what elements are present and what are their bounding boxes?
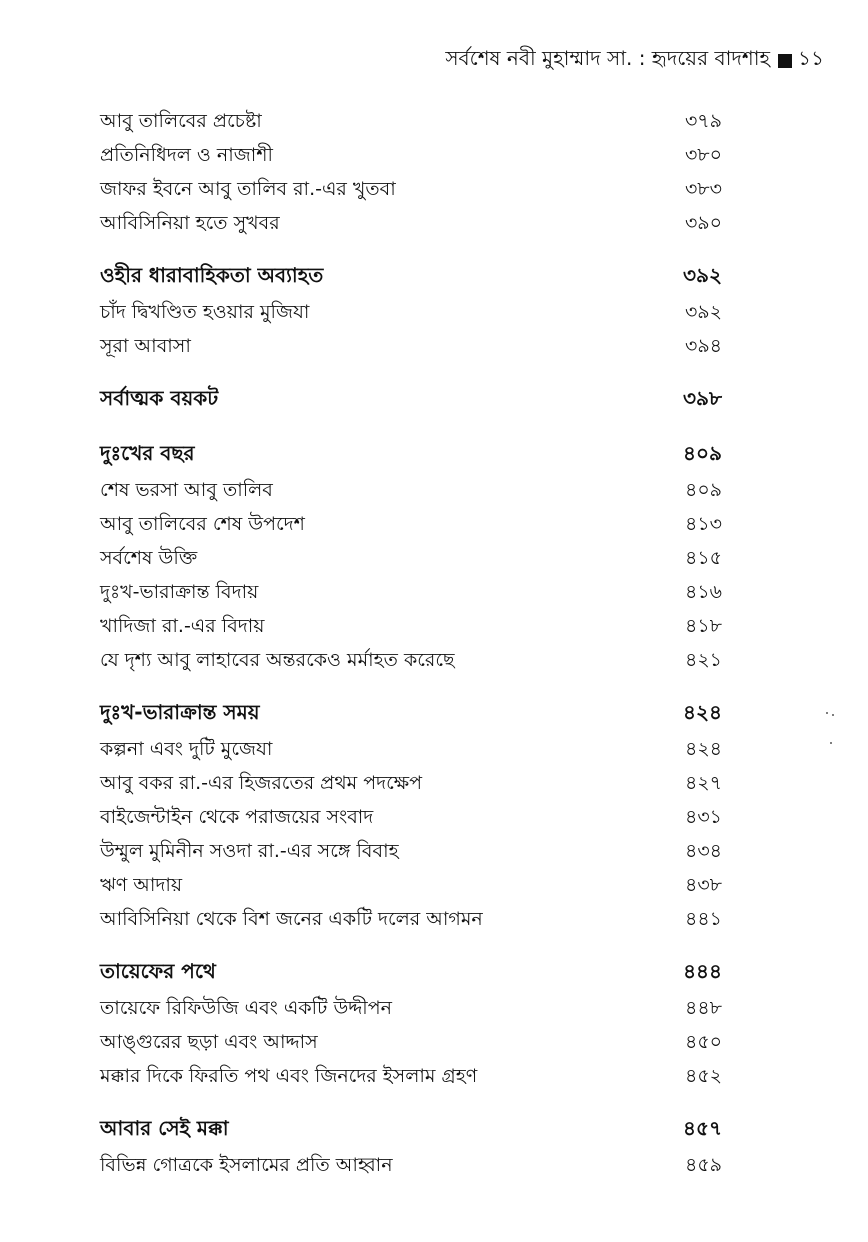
section-gap (100, 936, 722, 951)
toc-entry-page: ৪৫০ (684, 1031, 722, 1053)
dust-speck (826, 712, 828, 714)
dust-speck (830, 742, 832, 744)
toc-entry-title: আবার সেই মক্কা (100, 1116, 229, 1140)
toc-section-heading (100, 433, 722, 473)
toc-entry-page: ৪৫৯ (685, 1154, 722, 1176)
scan-specks (826, 712, 838, 752)
running-header (445, 44, 824, 77)
toc-entry (100, 172, 722, 206)
toc-entry (100, 295, 722, 329)
toc-entry-page: ৪২৭ (684, 772, 722, 794)
toc-section-heading (100, 255, 722, 295)
toc-entry-title: আবু তালিবের প্রচেষ্টা (100, 110, 262, 132)
toc-entry-page: ৪৫৭ (683, 1116, 722, 1140)
toc-section-heading (100, 951, 722, 991)
toc-entry-title: প্রতিনিধিদল ও নাজাশী (100, 144, 273, 166)
toc-entry (100, 766, 722, 800)
toc-entry-page: ৪২৪ (683, 700, 722, 724)
toc-entry (100, 104, 722, 138)
toc-entry-page: ৪২১ (684, 649, 722, 671)
toc-entry (100, 991, 722, 1025)
toc-entry-page: ৪৪৮ (685, 997, 722, 1019)
section-gap (100, 1093, 722, 1108)
toc-entry-page: ৩৯২ (684, 301, 722, 323)
toc-section-heading (100, 378, 722, 418)
toc-entry-page: ৪৫২ (684, 1065, 722, 1087)
toc-entry-page: ৪১৮ (685, 615, 722, 637)
toc-entry (100, 329, 722, 363)
toc-entry (100, 1025, 722, 1059)
toc-section-heading (100, 692, 722, 732)
toc-entry-title: সূরা আবাসা (100, 335, 191, 357)
toc-entry-page: ৪০৯ (684, 479, 722, 501)
toc-entry-title: আবু তালিবের শেষ উপদেশ (100, 513, 305, 535)
toc-entry-title: দুঃখের বছর (100, 441, 195, 465)
dust-speck (832, 714, 834, 716)
toc-entry (100, 732, 722, 766)
toc-entry (100, 902, 722, 936)
toc-entry-title: চাঁদ দ্বিখণ্ডিত হওয়ার মুজিযা (100, 301, 310, 323)
toc-entry-title: সর্বাত্মক বয়কট (100, 386, 219, 410)
toc-entry-title: সর্বশেষ উক্তি (100, 547, 198, 569)
toc-entry-page: ৩৯০ (684, 212, 722, 234)
square-bullet-icon (778, 54, 792, 68)
toc-entry-page: ৪৩৮ (684, 874, 722, 896)
toc-entry-page: ৪১৫ (685, 547, 722, 569)
toc-entry (100, 643, 722, 677)
toc-entry-title: আবু বকর রা.-এর হিজরতের প্রথম পদক্ষেপ (100, 772, 423, 794)
toc-entry-title: বাইজেন্টাইন থেকে পরাজয়ের সংবাদ (100, 806, 374, 828)
toc-entry-page: ৪৪৪ (683, 959, 722, 983)
toc-entry (100, 473, 722, 507)
toc-entry-title: যে দৃশ্য আবু লাহাবের অন্তরকেও মর্মাহত করেছে (100, 649, 455, 671)
toc-section-heading (100, 1108, 722, 1148)
toc-entry (100, 575, 722, 609)
toc-entry-title: আবিসিনিয়া হতে সুখবর (100, 212, 280, 234)
toc-entry (100, 541, 722, 575)
toc-entry-title: কল্পনা এবং দুটি মুজেযা (100, 738, 273, 760)
toc-entry (100, 800, 722, 834)
toc-entry-title: তায়েফে রিফিউজি এবং একটি উদ্দীপন (100, 997, 392, 1019)
toc-entry-page: ৪২৪ (684, 738, 722, 760)
toc-entry (100, 868, 722, 902)
toc-entry (100, 206, 722, 240)
toc-entry-page: ৩৯৪ (684, 335, 722, 357)
toc-entry-title: খাদিজা রা.-এর বিদায় (100, 615, 265, 637)
toc-entry (100, 138, 722, 172)
toc-entry (100, 834, 722, 868)
toc-entry-page: ৪৩৪ (684, 840, 722, 862)
section-gap (100, 677, 722, 692)
toc-entry-title: শেষ ভরসা আবু তালিব (100, 479, 273, 501)
section-gap (100, 240, 722, 255)
toc-entry-page: ৩৭৯ (684, 110, 722, 132)
toc-entry (100, 1148, 722, 1182)
toc-entry-page: ৪১৩ (684, 513, 722, 535)
toc-entry-title: দুঃখ-ভারাক্রান্ত বিদায় (100, 581, 259, 603)
running-header-title: সর্বশেষ নবী মুহাম্মাদ সা. : হৃদয়ের বাদশাহ (445, 46, 771, 70)
toc-entry-title: আবিসিনিয়া থেকে বিশ জনের একটি দলের আগমন (100, 908, 483, 930)
toc-entry-page: ৪০৯ (683, 441, 722, 465)
toc-entry-title: ঋণ আদায় (100, 874, 183, 896)
toc-entry-page: ৩৯৮ (683, 386, 722, 410)
table-of-contents (100, 104, 722, 1182)
section-gap (100, 418, 722, 433)
toc-entry-page: ৪৪১ (685, 908, 722, 930)
toc-entry-page: ৩৯২ (683, 263, 722, 287)
toc-entry (100, 507, 722, 541)
toc-entry-title: বিভিন্ন গোত্রকে ইসলামের প্রতি আহ্বান (100, 1154, 393, 1176)
toc-entry-title: দুঃখ-ভারাক্রান্ত সময় (100, 700, 260, 724)
toc-entry-title: ওহীর ধারাবাহিকতা অব্যাহত (100, 263, 324, 287)
toc-entry-page: ৪১৬ (684, 581, 722, 603)
toc-entry (100, 609, 722, 643)
section-gap (100, 363, 722, 378)
toc-entry-title: তায়েফের পথে (100, 959, 216, 983)
toc-entry (100, 1059, 722, 1093)
toc-entry-title: উম্মুল মুমিনীন সওদা রা.-এর সঙ্গে বিবাহ (100, 840, 399, 862)
toc-entry-page: ৩৮০ (684, 144, 722, 166)
page-number: ১১ (798, 46, 824, 70)
toc-entry-title: জাফর ইবনে আবু তালিব রা.-এর খুতবা (100, 178, 396, 200)
toc-entry-page: ৩৮৩ (684, 178, 722, 200)
toc-entry-page: ৪৩১ (684, 806, 722, 828)
toc-entry-title: আঙ্গুরের ছড়া এবং আদ্দাস (100, 1031, 318, 1053)
toc-entry-title: মক্কার দিকে ফিরতি পথ এবং জিনদের ইসলাম গ্রহণ (100, 1065, 478, 1087)
